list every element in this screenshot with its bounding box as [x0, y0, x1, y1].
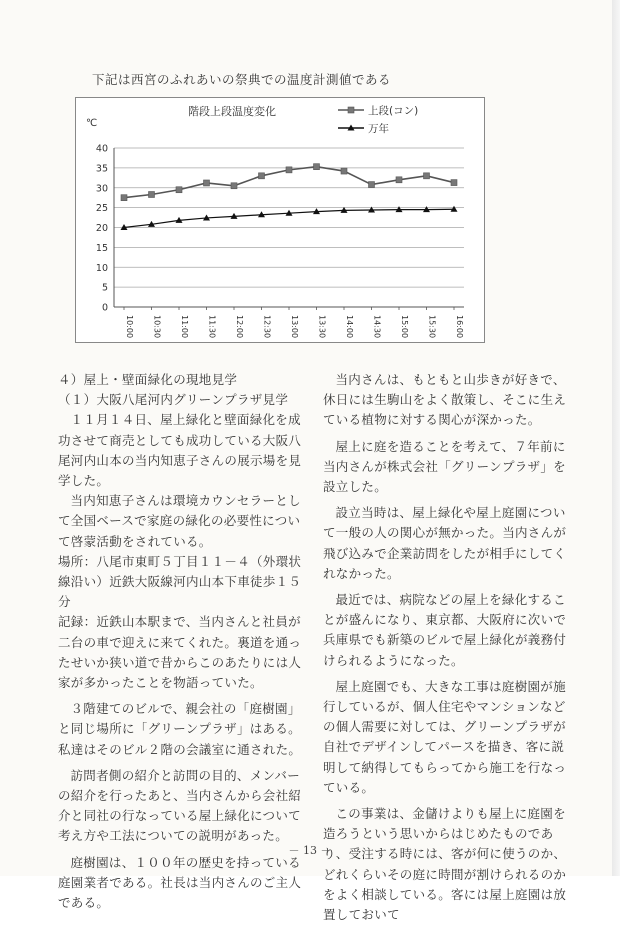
data-point-jodan	[396, 177, 402, 183]
y-tick-label: 20	[95, 223, 108, 234]
paragraph: 庭樹園は、１００年の歴史を持っている庭園業者である。社長は当内さんのご主人である。	[58, 854, 302, 911]
page-edge	[612, 0, 620, 876]
paragraph: １１月１４日、屋上緑化と壁面緑化を成功させて商売としても成功している大阪八尾河内山本の当内知恵子さんの展示場を見学した。	[58, 412, 302, 489]
x-tick-label: 16:00	[455, 315, 464, 339]
y-tick-label: 10	[95, 262, 108, 274]
y-tick-label: 25	[95, 203, 108, 215]
data-point-jodan	[314, 164, 320, 170]
data-point-jodan	[204, 180, 210, 186]
x-tick-label: 11:30	[207, 315, 217, 339]
data-point-jodan	[341, 168, 347, 174]
paragraph: 屋上に庭を造ることを考えて、７年前に当内さんが株式会社「グリーンプラザ」を設立した。	[323, 438, 566, 495]
section-heading: ４）屋上・壁面緑化の現地見学	[58, 372, 238, 387]
legend-marker-square	[348, 107, 354, 113]
paragraph: 当内さんは、もともと山歩きが好きで、休日には生駒山をよく散策し、そこに生えている植物に対する関心が深かった。	[323, 372, 567, 428]
x-tick-label: 13:00	[290, 315, 299, 339]
legend-label: 万年	[368, 123, 389, 135]
x-tick-label: 10:30	[152, 315, 162, 339]
paragraph: 屋上庭園でも、大きな工事は庭樹園が施行しているが、個人住宅やマンションなどの個人需要に対しては、グリーンプラザが自社でデザインしてパースを描き、客に説明して納得してもらってから施工を行なっている。	[323, 678, 567, 795]
y-tick-label: 30	[95, 183, 108, 195]
x-tick-label: 12:30	[262, 315, 272, 339]
data-point-jodan	[424, 173, 430, 179]
paragraph: 設立当時は、屋上緑化や屋上庭園について一般の人の関心が無かった。当内さんが飛び込みで企業訪問をしたが相手にしてくれなかった。	[323, 505, 567, 581]
paragraph: 当内知恵子さんは環境カウンセラーとして全国ベースで家庭の緑化の必要性について啓蒙活動をされている。	[58, 493, 301, 549]
data-point-jodan	[369, 182, 375, 188]
data-point-jodan	[121, 195, 127, 201]
data-point-jodan	[231, 183, 237, 189]
paragraph: ３階建てのビルで、親会社の「庭樹園」と同じ場所に「グリーンプラザ」はある。私達はそのビル２階の会議室に通された。	[58, 701, 302, 757]
y-tick-label: 35	[95, 163, 108, 175]
paragraph: この事業は、金儲けよりも屋上に庭園を造ろうという思いからはじめたものであり、受注する時には、客が何に使うのか、どれくらいその庭に時間が割けられるのかをよく相談している。客には屋上庭園は放置しておいて	[323, 806, 567, 923]
left-column	[58, 370, 302, 913]
paragraph: 訪問者側の紹介と訪問の目的、メンバーの紹介を行ったあと、当内さんから会社紹介と同社の行なっている屋上緑化について考え方や工法についての説明があった。	[58, 767, 302, 844]
subsection-heading: （１）大阪八尾河内グリーンプラザ見学	[58, 392, 289, 408]
legend-label: 上段(コン)	[368, 105, 419, 117]
x-tick-label: 12:00	[235, 315, 244, 339]
page-number: － 13 －	[288, 844, 332, 857]
y-tick-label: 0	[101, 302, 108, 314]
x-tick-label: 14:00	[345, 315, 354, 339]
y-tick-label: 5	[101, 282, 108, 294]
data-point-jodan	[259, 173, 265, 179]
intro-text: 下記は西宮のふれあいの祭典での温度計測値である	[92, 72, 392, 87]
chart-title: 階段上段温度変化	[188, 105, 276, 118]
data-point-jodan	[286, 167, 292, 173]
data-point-jodan	[451, 180, 457, 186]
x-tick-label: 11:00	[180, 315, 189, 339]
chart-svg	[76, 98, 484, 342]
y-axis-unit: ℃	[86, 118, 98, 129]
data-point-jodan	[149, 192, 155, 198]
x-tick-label: 13:30	[317, 315, 327, 339]
temperature-chart	[75, 97, 485, 343]
x-tick-label: 15:30	[427, 315, 437, 339]
y-tick-label: 40	[95, 143, 108, 155]
x-tick-label: 14:30	[372, 315, 382, 339]
y-tick-label: 15	[95, 242, 108, 254]
paragraph: 最近では、病院などの屋上を緑化することが盛んになり、東京都、大阪府に次いで兵庫県でも新築のビルで屋上緑化が義務付けられるようになった。	[323, 592, 567, 668]
x-tick-label: 10:00	[125, 315, 134, 339]
paragraph: 記録：近鉄山本駅まで、当内さんと社員が二台の車で迎えに来てくれた。裏道を通ったせいか狭い道で昔からこのあたりには人家が多かったことを物語っていた。	[58, 614, 302, 691]
paragraph: 場所：八尾市東町５丁目１１－４（外環状線沿い）近鉄大阪線河内山本下車徒歩１５分	[58, 553, 302, 610]
x-tick-label: 15:00	[400, 315, 409, 339]
data-point-jodan	[176, 187, 182, 193]
